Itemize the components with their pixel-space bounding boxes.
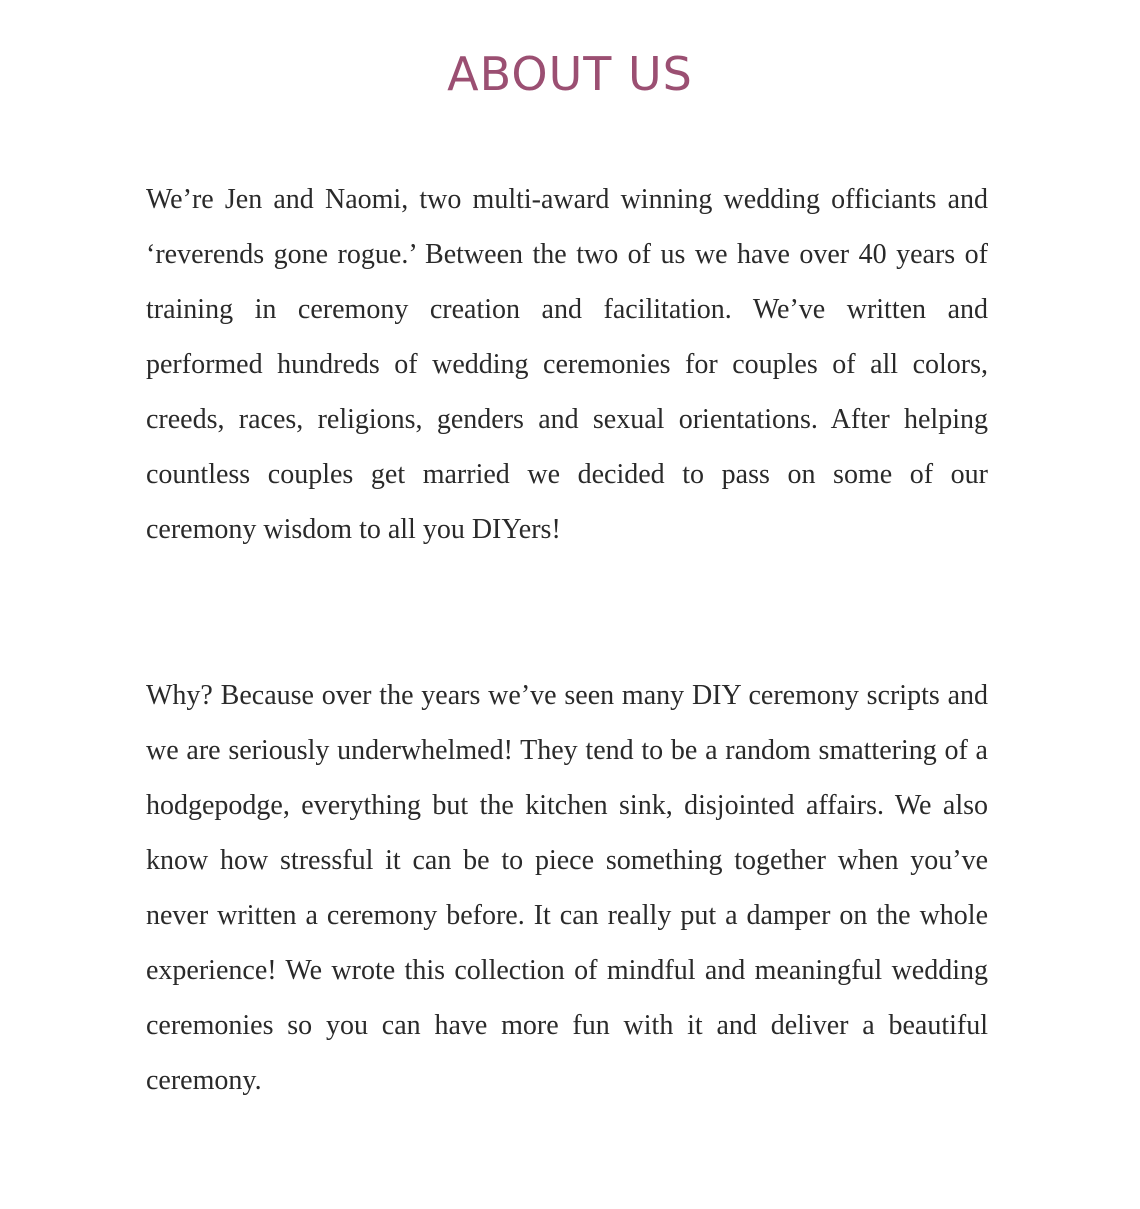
intro-paragraph: We’re Jen and Naomi, two multi-award winning wedding officiants and ‘reverends gone rogue.’ Between the two of us we have over 40 years of training in ceremony creation and facilitation. We’ve written and performed hundreds of wedding ceremonies for couples of all colors, creeds, races, religions, genders and sexual orientations. After helping countless couples get married we decided to pass on some of our ceremony wisdom to all you DIYers! <box>146 184 988 545</box>
page-title: ABOUT US <box>447 47 693 101</box>
why-paragraph: Why? Because over the years we’ve seen many DIY ceremony scripts and we are seriously underwhelmed! They tend to be a random smattering of a hodgepodge, everything but the kitchen sink, disjointed affairs. We also know how stressful it can be to piece something together when you’ve never written a ceremony before. It can really put a damper on the whole experience! We wrote this collection of mindful and meaningful wedding ceremonies so you can have more fun with it and deliver a beautiful ceremony. <box>146 680 988 1096</box>
